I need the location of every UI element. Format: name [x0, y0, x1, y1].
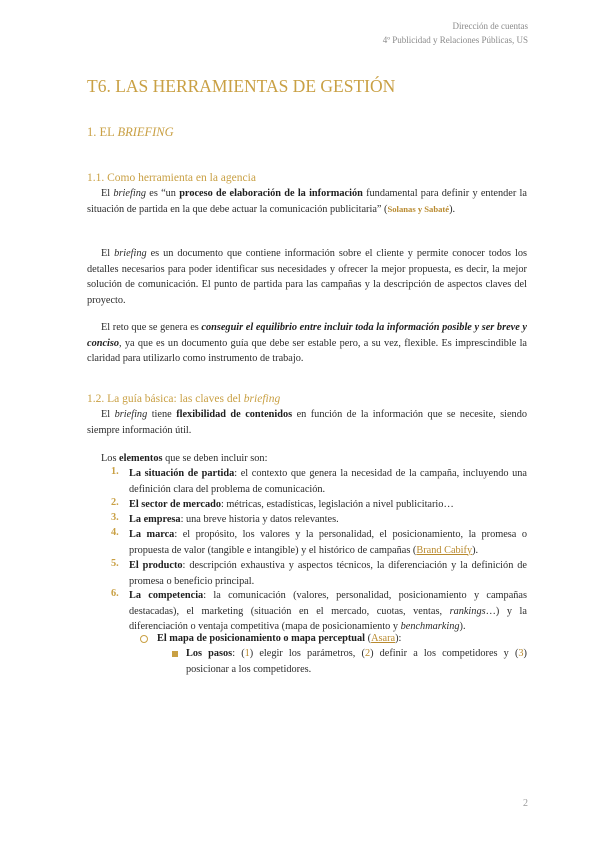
- list-item-1: La situación de partida: el contexto que genera la necesidad de la campaña, incluyendo una definición clara del problema de comunicación.: [129, 468, 528, 495]
- list-number-2: 2.: [111, 497, 119, 508]
- page-title: T6. LAS HERRAMIENTAS DE GESTIÓN: [87, 76, 396, 96]
- list-number-1: 1.: [111, 466, 119, 477]
- list-number-3: 3.: [111, 512, 119, 523]
- sub-sub-list-item: Los pasos: (1) elegir los parámetros, (2) definir a los competidores y (3) posicionar a los competidores.: [186, 648, 527, 675]
- list-number-6: 6.: [111, 588, 119, 599]
- page-number: 2: [523, 798, 528, 809]
- header-course: Dirección de cuentas: [452, 21, 528, 31]
- list-item-4: La marca: el propósito, los valores y la personalidad, el posicionamiento, la promesa o propuesta de valor (tangible e intangible) y el histórico de campañas (Brand Cabify).: [129, 529, 528, 556]
- paragraph-4: El briefing tiene flexibilidad de contenidos en función de la información que se necesite, siendo siempre información útil.: [87, 409, 527, 436]
- asara-link[interactable]: Asara: [371, 633, 396, 644]
- list-item-6: La competencia: la comunicación (valores, personalidad, posicionamiento y campañas destacadas), el marketing (situación en el mercado, cuotas, ventas, rankings…) y la diferenciación o ventaja competitiva (mapa de posicionamiento y benchmarking).: [129, 590, 527, 632]
- list-item-3: La empresa: una breve historia y datos relevantes.: [129, 514, 339, 525]
- circle-bullet-icon: [140, 635, 148, 643]
- list-item-2: El sector de mercado: métricas, estadísticas, legislación a nivel publicitario…: [129, 499, 454, 510]
- brand-cabify-link[interactable]: Brand Cabify: [416, 544, 473, 556]
- paragraph-2: El briefing es un documento que contiene información sobre el cliente y permite conocer todos los detalles necesarios para poder identificar sus necesidades y ofrecer la mejor propuesta, es decir, la mejor solución de comunicación. El punto de partida para las campañas y la descripción de aspectos claves del proyecto.: [87, 248, 527, 306]
- paragraph-5: Los elementos que se deben incluir son:: [101, 453, 268, 464]
- paragraph-1: El briefing es “un proceso de elaboración de la información fundamental para definir y entender la situación de partida en la que debe actuar la comunicación publicitaria” (Solanas y Sabaté).: [87, 188, 527, 215]
- section-heading: 1. EL BRIEFING: [87, 125, 174, 139]
- square-bullet-icon: [172, 651, 178, 657]
- list-item-5: El producto: descripción exhaustiva y aspectos técnicos, la diferenciación y la definición de promesa o beneficio principal.: [129, 560, 528, 587]
- subsection-heading-2: 1.2. La guía básica: las claves del briefing: [87, 393, 281, 405]
- sub-list-item: El mapa de posicionamiento o mapa perceptual (Asara):: [157, 633, 402, 644]
- list-number-4: 4.: [111, 527, 119, 538]
- subsection-heading-1: 1.1. Como herramienta en la agencia: [87, 172, 256, 184]
- header-degree: 4º Publicidad y Relaciones Públicas, US: [382, 35, 528, 45]
- list-number-5: 5.: [111, 558, 119, 569]
- paragraph-3: El reto que se genera es conseguir el equilibrio entre incluir toda la información posible y ser breve y conciso, ya que es un documento guía que debe ser estable pero, a su vez, flexible. Es imprescindible la claridad para utilizarlo como instrumento de trabajo.: [87, 322, 527, 364]
- source-link-solanas[interactable]: Solanas y Sabaté: [387, 203, 450, 214]
